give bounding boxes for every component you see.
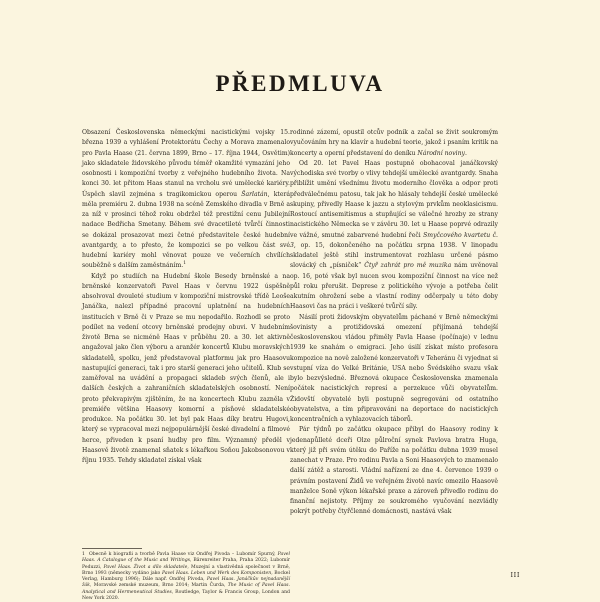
page-title: PŘEDMLUVA bbox=[215, 71, 385, 97]
work-title: Čtyř zahrát pro mě muzika bbox=[364, 262, 452, 270]
footnote-rule bbox=[82, 548, 142, 549]
footnote-reference[interactable]: 1 bbox=[183, 261, 187, 267]
text-column-right bbox=[290, 128, 498, 518]
paragraph: Od 20. let Pavel Haas postupně obohacoval janáčkovský východiska své tvorby o vlivy tehdejší umělecké avantgardy. Snaha přiblížit umění všednímu životu moderního člověka a odpor proti předválečnému patosu, tak jak ho hlásaly tehdejší české umělecké skupiny, přivedly Haase k jazzu a stylovým prvkům neoklasicismu. Rostoucí antisemitismus a stupňující se válečné hrozby ze strany nacistického Německa se v závěru 30. let u Haase poprvé odrazily ve vážné, smutné zabarvené hudební řeči Smyčcového kvartetu č. 3, op. 15, dokončeného na počátku srpna 1938. V linopadu skladatel ještě stihl instrumentovat rozhlasu určené pásmo slovácký ch „písniček“ Čtyř zahrát pro mě muzika nám uvěnoval op. 16, poté však byl nucen svou kompoziční činnost na více než půl roku přerušit. Deprese z politického vývoje a potřeba čelit akutním ohrožení sebe a vlastní rodiny odčerpaly u této doby Haasovi čas na práci i veškeré tvůrčí síly. bbox=[290, 159, 498, 311]
paragraph: Obsazení Československa německými nacistickými vojsky 15. března 1939 a vyhlášení Protektorátu Čechy a Morava znamenalo pro Pavla Haase (21. června 1899, Brno – 17. října 1944, Osvětim) jako skladatele židovského původu téměř okamžité vymazání jeho osobnosti i kompoziční tvorby z veřejného hudebního života. Na konci 30. let přitom Haas stanul na vrcholu své umělecké kariéry. Úspěch slavil zejména s tragikomickou operou Šarlatán, která měla premiéru 2. dubna 1938 na scéně Zemského divadla v Brně a za níž v prosinci téhož roku obdržel též prestižní cenu Jubilejní nadace Bedřicha Smetany. Během své dvacetileté tvůrčí činnosti se dokázal prosazovat mezi četné představitele české hudební avantgardy, a to přesto, že kompozici se po velkou část své hudební kariéry mohl věnovat pouze ve večerních chvílích souběžně s dalším zaměstnáním.$^1$ bbox=[82, 129, 290, 270]
footnote: 1 Obecně k biografii a tvorbě Pavla Haase viz Ondřej Pivoda – Lubomír Spurný, Pavel Haas. A Catalogue of the Music and Writings, Bärenreiter Praha, Praha 2022; Lubomír Peduzzi, Pavel Haas. Život a dílo skladatele, Muzejní a vlastivědná společnost v Brně, Brno 1993 (německy vydáno jako Pavel Haas. Leben und Werk des Komponisten, Bockel Verlag, Hamburg 1996); Dále např. Ondřej Pivoda, Pavel Haas. Janáčkův nejnadanější žák, Moravské zemské muzeum, Brno 2014; Martin Čurda, The Music of Pavel Haas. Analytical and Hermeneutical Studies, Routledge, Taylor & Francis Group, London and New York 2020. bbox=[82, 552, 290, 602]
work-title: Šarlatán bbox=[241, 190, 268, 198]
paragraph: rodinné zázemí, opustil otcův podnik a začal se živit soukromým vyučováním hry na klavír a hudební teorie, jakož i psaním kritik na koncerty a operní představení do deníku Národní noviny. bbox=[290, 129, 498, 157]
footnote-number: 1 bbox=[82, 552, 85, 557]
footnote-area bbox=[82, 548, 290, 602]
paragraph: Pár týdnů po začátku okupace přibyl do Haasovy rodiny k jedenapůlleté dceři Olze půlroční synek Pavlova bratra Huga, který již při svém útěku do Paříže na počátku dubna 1939 musel zanechat v Praze. Pro rodinu Pavla a Soni Haasových to znamenalo další zátěž a starosti. Vládní nařízení ze dne 4. července 1939 o právním postavení Židů ve veřejném životě navíc omezilo Haasově manželce Soně výkon lékařské praxe a zároveň přivedlo rodinu do finanční nejistoty. Příjmy ze soukromého vyučování nezvládly pokrýt potřeby čtyřčlenné domácnosti, nastává však bbox=[290, 426, 498, 516]
text-column-left bbox=[82, 128, 290, 466]
paragraph: Když po studiích na Hudební škole Besedy brněnské a na brněnské konzervatoři Pavel Haas v červnu 1922 úspěšně absolvoval dvouleté studium v kompoziční mistrovské třídě Leoše Janáčka, nalezl případné pracovní uplatnění na hudebních institucích v Brně či v Praze se mu nepodařilo. Rozhodl se proto podílet na vedení otcovy brněnské prodejny obuvi. V hudebním životě Brna se nicméně Haas v průběhu 20. a 30. let aktivně angažoval jako člen výboru a aranžér koncertů Klubu moravských skladatelů, spolku, jenž představoval platformu jak pro Haasovu nastupující generaci, tak i pro starší generaci jeho učitelů. Klub se zaměřoval na uvádění a propagaci skladeb svých členů, ale i dalších českých a zahraničních skladatelských osobností. Není proto překvapivým zjištěním, že na koncertech Klubu zazněla v premiéře většina Haasovy komorní a písňové skladatelské produkce. Na počátku 30. let byl pak Haas díky bratru Hugovi, který se vypracoval mezi nejpopulárnější české divadelní a filmové herce, přiveden k psaní hudby pro film. Významný předěl v Haasově životě znamenal sňatek s lékařkou Soňou Jakobsonovou v říjnu 1935. Tehdy skladatel získal však bbox=[82, 272, 290, 464]
paragraph: Násilí proti židovským obyvatelům páchané v Brně německými šovinisty a protižidovská omezení přijímaná tehdejší československou vládou přiměly Pavla Haase (počínaje) v lednu 1939 ke snahám o emigraci. Jeho úsilí získat místo profesora kompozice na nově založené konzervatoři v Teheránu či vyjednat si vstupní víza do Velké Británie, USA nebo Švédského svazu však bylo bezvýsledné. Březnová okupace Československa znamenala počátek nacistických represí a perzekuce vůči obyvatelům. Židovští obyvatelé byli postupně segregováni od ostatního obyvatelstva, a tím připravováni na deportace do nacistických koncentračních a vyhlazovacích táborů. bbox=[290, 313, 498, 423]
page-number: III bbox=[510, 571, 520, 579]
work-title: Smyčcového kvartetu č. 3 bbox=[290, 231, 498, 249]
newspaper-title: Národní noviny bbox=[417, 149, 465, 157]
